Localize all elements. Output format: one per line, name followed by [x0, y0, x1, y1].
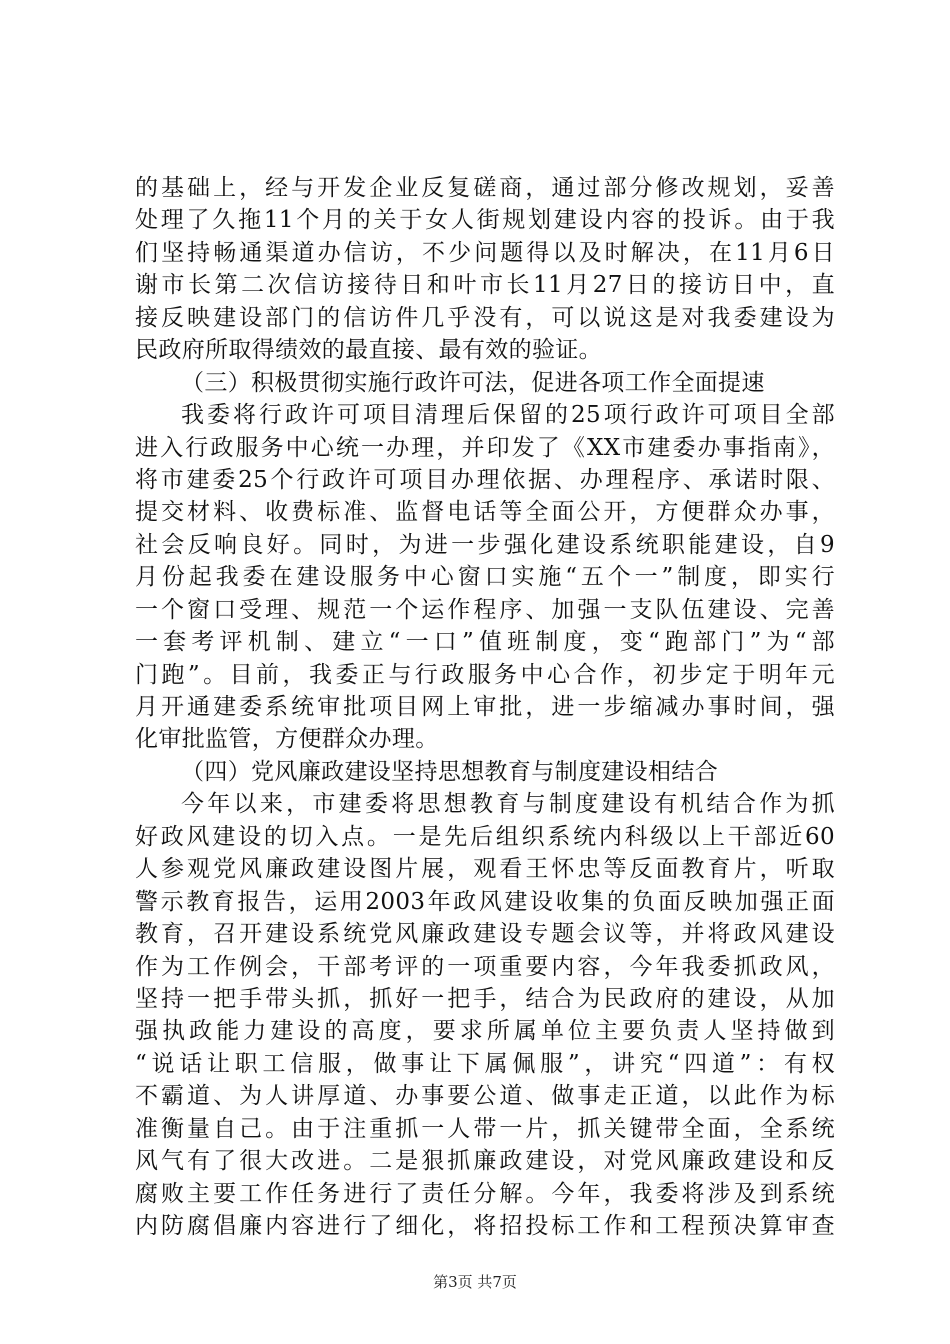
- text-line: 内防腐倡廉内容进行了细化，将招投标工作和工程预决算审查: [135, 1213, 835, 1239]
- text-line: 提交材料、收费标准、监督电话等全面公开，方便群众办事，: [135, 499, 835, 526]
- text-line: 处理了久拖11个月的关于女人街规划建设内容的投诉。由于我: [135, 207, 835, 234]
- text-line: 腐败主要工作任务进行了责任分解。今年，我委将涉及到系统: [135, 1180, 835, 1207]
- text-line: 人参观党风廉政建设图片展，观看王怀忠等反面教育片，听取: [135, 856, 835, 883]
- text-line: 风气有了很大改进。二是狠抓廉政建设，对党风廉政建设和反: [135, 1148, 835, 1175]
- text-line: 月开通建委系统审批项目网上审批，进一步缩减办事时间，强: [135, 694, 835, 720]
- text-line: 一个窗口受理、规范一个运作程序、加强一支队伍建设、完善: [135, 596, 835, 623]
- text-line: 不霸道、为人讲厚道、办事要公道、做事走正道，以此作为标: [135, 1083, 835, 1110]
- text-line: 社会反响良好。同时，为进一步强化建设系统职能建设，自9: [135, 531, 835, 558]
- text-line: 月份起我委在建设服务中心窗口实施“五个一”制度，即实行: [135, 564, 835, 591]
- text-line: 教育，召开建设系统党风廉政建设专题会议等，并将政风建设: [135, 921, 835, 948]
- text-line: 坚持一把手带头抓，抓好一把手，结合为民政府的建设，从加: [135, 985, 835, 1012]
- text-line: 化审批监管，方便群众办理。: [135, 726, 439, 753]
- text-line: 们坚持畅通渠道办信访，不少问题得以及时解决，在11月6日: [135, 239, 835, 266]
- page-footer: [0, 1271, 950, 1292]
- document-body: [135, 172, 835, 1242]
- text-line: 我委将行政许可项目清理后保留的25项行政许可项目全部: [181, 402, 835, 429]
- text-line: 门跑”。目前，我委正与行政服务中心合作，初步定于明年元: [135, 661, 835, 688]
- section-heading: （三）积极贯彻实施行政许可法，促进各项工作全面提速: [181, 369, 765, 396]
- text-line: 好政风建设的切入点。一是先后组织系统内科级以上干部近60: [135, 823, 835, 850]
- text-line: 将市建委25个行政许可项目办理依据、办理程序、承诺时限、: [135, 466, 835, 493]
- text-line: 谢市长第二次信访接待日和叶市长11月27日的接访日中，直: [135, 272, 835, 299]
- text-line: 民政府所取得绩效的最直接、最有效的验证。: [135, 337, 602, 364]
- text-line: 进入行政服务中心统一办理，并印发了《XX市建委办事指南》，: [135, 434, 835, 461]
- text-line: 准衡量自己。由于注重抓一人带一片，抓关键带全面，全系统: [135, 1115, 835, 1142]
- text-line: 的基础上，经与开发企业反复磋商，通过部分修改规划，妥善: [135, 175, 835, 201]
- text-line: 一套考评机制、建立“一口”值班制度，变“跑部门”为“部: [135, 629, 835, 656]
- text-line: 今年以来，市建委将思想教育与制度建设有机结合作为抓: [181, 791, 835, 818]
- page-number: 第3页 共7页: [433, 1273, 517, 1291]
- text-line: 强执政能力建设的高度，要求所属单位主要负责人坚持做到: [135, 1018, 835, 1045]
- text-line: “说话让职工信服，做事让下属佩服”，讲究“四道”：有权: [135, 1050, 835, 1077]
- text-line: 警示教育报告，运用2003年政风建设收集的负面反映加强正面: [135, 888, 835, 915]
- text-line: 作为工作例会，干部考评的一项重要内容，今年我委抓政风，: [135, 953, 835, 980]
- text-line: 接反映建设部门的信访件几乎没有，可以说这是对我委建设为: [135, 304, 835, 331]
- section-heading: （四）党风廉政建设坚持思想教育与制度建设相结合: [181, 758, 719, 785]
